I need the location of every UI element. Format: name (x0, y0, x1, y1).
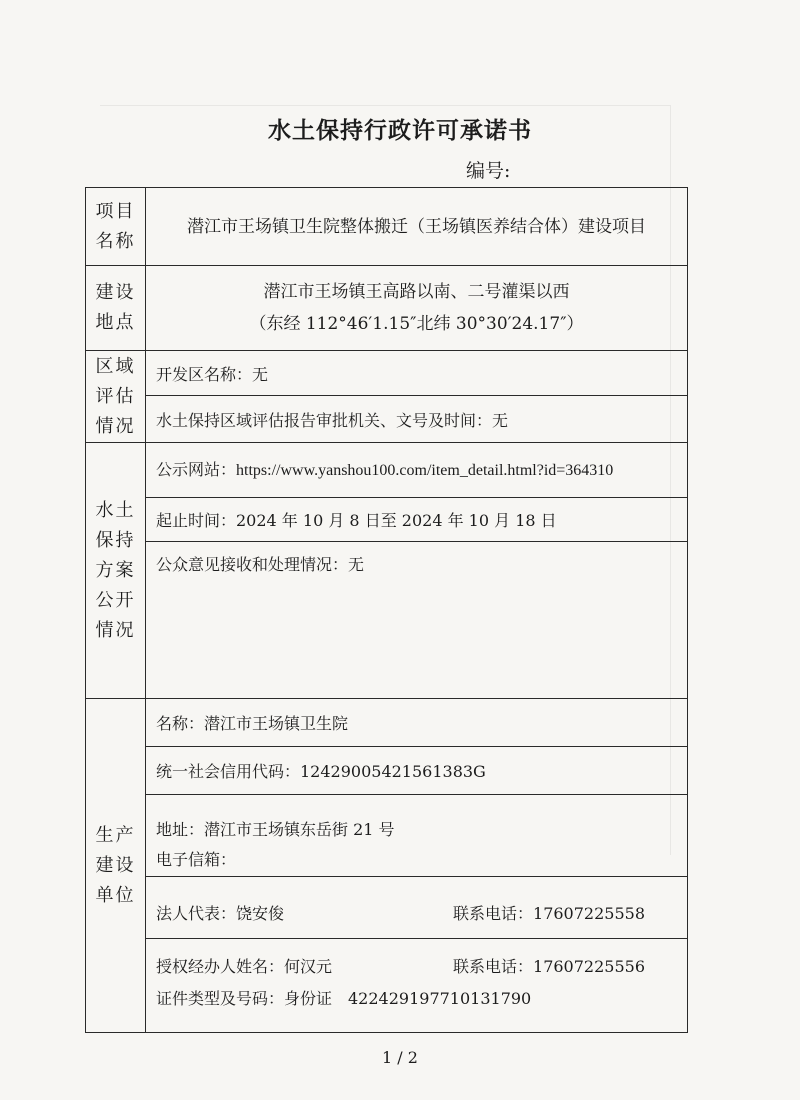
label-line: 地点 (95, 312, 136, 333)
label-line: 区域 (95, 355, 136, 377)
producer-row-3 (86, 795, 688, 877)
label-line: 建设 (95, 282, 136, 303)
page-number: 1 / 2 (382, 1048, 418, 1067)
public-feedback: 公众意见接收和处理情况：无 (146, 542, 688, 699)
label-line: 公开 (95, 589, 136, 611)
region-assessment-label (86, 351, 146, 443)
site-label (86, 266, 146, 351)
site-row (86, 266, 688, 351)
website-link[interactable]: https://www.yanshou100.com/item_detail.html?id=364310 (236, 462, 614, 479)
label-line: 方案 (95, 559, 136, 581)
plan-publicity-label (86, 443, 146, 699)
unit-name: 名称：潜江市王场镇卫生院 (146, 699, 688, 747)
agent-phone: 联系电话：17607225556 (453, 957, 645, 976)
producer-unit-label (86, 699, 146, 1033)
label-line: 保持 (95, 529, 136, 551)
label-line: 名称 (95, 230, 136, 252)
legal-representative-row (146, 877, 688, 939)
legal-rep-phone: 联系电话：17607225558 (453, 904, 645, 923)
assessment-report-info: 水土保持区域评估报告审批机关、文号及时间：无 (146, 396, 688, 443)
label-line: 水土 (95, 499, 136, 521)
authorized-agent-block (146, 939, 688, 1033)
commitment-form-table (85, 187, 688, 1033)
site-value (146, 266, 688, 351)
unit-credit-code: 统一社会信用代码：12429005421561383G (146, 747, 688, 795)
label-line: 情况 (95, 619, 136, 641)
legal-representative: 法人代表：饶安俊 (156, 904, 285, 923)
project-name-value: 潜江市王场镇卫生院整体搬迁（王场镇医养结合体）建设项目 (146, 188, 688, 266)
document-title: 水土保持行政许可承诺书 (268, 117, 532, 144)
publicity-period: 起止时间：2024 年 10 月 8 日至 2024 年 10 月 18 日 (146, 498, 688, 542)
region-row-2 (86, 396, 688, 443)
producer-row-4 (86, 877, 688, 939)
publicity-row-1 (86, 443, 688, 498)
development-zone-name: 开发区名称：无 (146, 351, 688, 396)
label-line: 建设 (95, 854, 136, 876)
project-name-label (86, 188, 146, 266)
unit-email: 电子信箱： (156, 850, 237, 869)
serial-number-label: 编号: (466, 160, 511, 182)
unit-address: 地址：潜江市王场镇东岳街 21 号 (156, 820, 395, 839)
publicity-row-3 (86, 542, 688, 699)
unit-contact-info (146, 795, 688, 877)
site-coordinates: （东经 112°46′1.15″北纬 30°30′24.17″） (249, 314, 584, 334)
label-line: 单位 (95, 884, 136, 906)
publicity-website (146, 443, 688, 498)
producer-row-1 (86, 699, 688, 747)
authorized-agent: 授权经办人姓名：何汉元 (156, 957, 333, 976)
label-line: 评估 (95, 385, 136, 407)
website-label: 公示网站： (156, 460, 237, 479)
label-line: 生产 (95, 824, 136, 846)
producer-row-5 (86, 939, 688, 1033)
bleed-through-mark (100, 105, 670, 106)
project-row (86, 188, 688, 266)
site-address: 潜江市王场镇王高路以南、二号灌渠以西 (263, 282, 570, 302)
producer-row-2 (86, 747, 688, 795)
agent-id-document: 证件类型及号码：身份证 422429197710131790 (156, 989, 532, 1008)
label-line: 项目 (95, 200, 136, 222)
label-line: 情况 (95, 415, 136, 437)
region-row-1 (86, 351, 688, 396)
publicity-row-2 (86, 498, 688, 542)
